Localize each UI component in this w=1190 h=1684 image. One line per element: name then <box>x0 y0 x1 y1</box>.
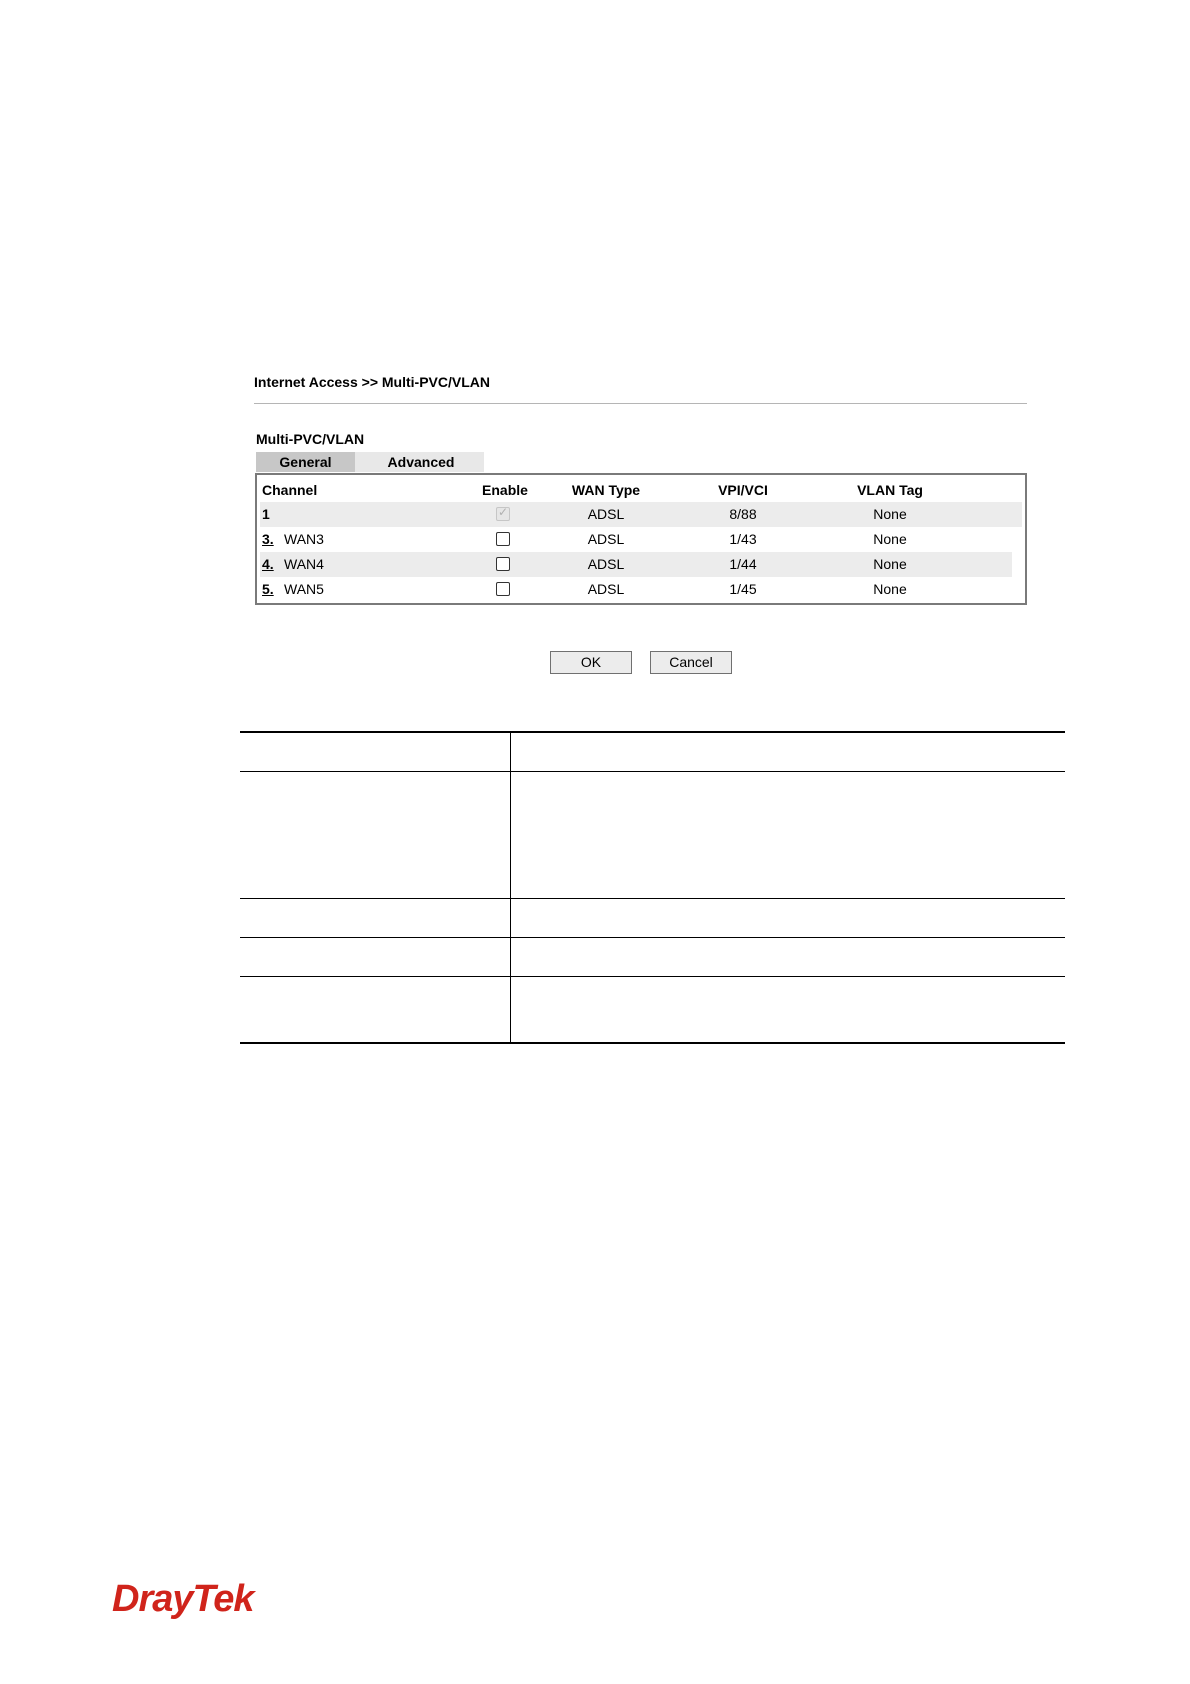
tab-general[interactable]: General <box>256 452 355 472</box>
enable-checkbox[interactable] <box>496 582 510 596</box>
tab-bar <box>256 452 484 472</box>
vlan-tag: None <box>873 581 907 597</box>
channel-number: 1 <box>262 506 270 522</box>
draytek-logo: DrayTek <box>112 1578 254 1620</box>
ok-button[interactable]: OK <box>550 651 632 674</box>
header-vpi-vci: VPI/VCI <box>718 482 768 498</box>
table-row <box>260 577 1022 602</box>
wan-type: ADSL <box>587 531 625 547</box>
tab-advanced[interactable]: Advanced <box>358 452 484 472</box>
wan-type: ADSL <box>587 506 625 522</box>
vpi-vci: 1/45 <box>729 581 757 597</box>
table-column-divider <box>510 731 511 1044</box>
vpi-vci: 8/88 <box>729 506 757 522</box>
table-rule <box>240 976 1065 977</box>
divider <box>254 403 1027 404</box>
vpi-vci: 1/44 <box>729 556 757 572</box>
enable-checkbox[interactable] <box>496 532 510 546</box>
table-row <box>260 552 1012 577</box>
description-table <box>240 731 1065 1044</box>
channel-name: WAN3 <box>284 531 324 547</box>
wan-type: ADSL <box>587 556 625 572</box>
channel-link[interactable]: 5. <box>262 581 274 597</box>
wan-type: ADSL <box>587 581 625 597</box>
vlan-tag: None <box>873 531 907 547</box>
vlan-tag: None <box>873 556 907 572</box>
header-vlan-tag: VLAN Tag <box>857 482 923 498</box>
header-wan-type: WAN Type <box>571 482 641 498</box>
table-rule <box>240 1042 1065 1044</box>
header-channel: Channel <box>262 482 318 498</box>
table-rule <box>240 771 1065 772</box>
table-rule <box>240 898 1065 899</box>
section-title: Multi-PVC/VLAN <box>256 431 365 447</box>
enable-checkbox <box>496 507 510 521</box>
vlan-tag: None <box>873 506 907 522</box>
channel-link[interactable]: 4. <box>262 556 274 572</box>
table-rule <box>240 937 1065 938</box>
channel-link[interactable]: 3. <box>262 531 274 547</box>
table-row <box>260 527 1022 552</box>
vpi-vci: 1/43 <box>729 531 757 547</box>
enable-checkbox[interactable] <box>496 557 510 571</box>
table-row <box>260 502 1022 527</box>
cancel-button[interactable]: Cancel <box>650 651 732 674</box>
breadcrumb: Internet Access >> Multi-PVC/VLAN <box>254 374 490 390</box>
header-enable: Enable <box>482 482 528 498</box>
table-rule <box>240 731 1065 733</box>
channel-name: WAN4 <box>284 556 324 572</box>
channel-table <box>255 473 1027 605</box>
channel-name: WAN5 <box>284 581 324 597</box>
